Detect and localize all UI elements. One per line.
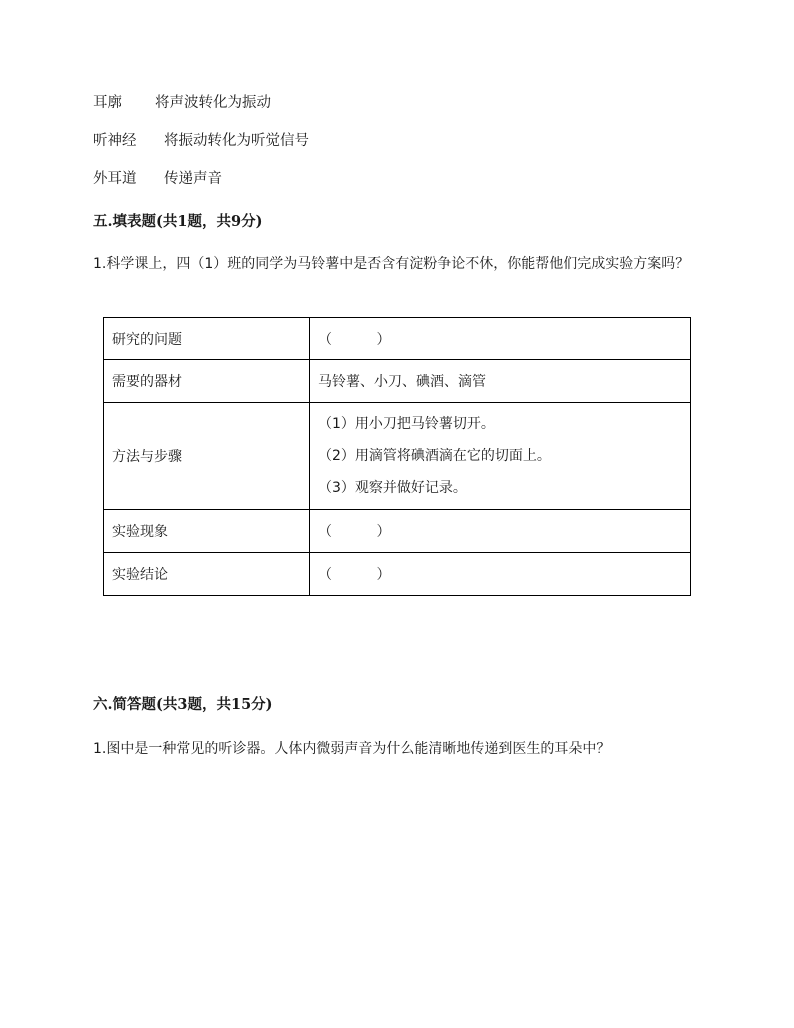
matching-term: 外耳道	[93, 171, 137, 187]
row-label: 需要的器材	[104, 360, 310, 403]
table-row	[104, 510, 691, 553]
materials-cell: 马铃薯、小刀、碘酒、滴管	[310, 360, 691, 403]
blank-parentheses: （ ）	[318, 567, 391, 583]
answer-blank[interactable]	[310, 553, 691, 596]
step-item: （3）观察并做好记录。	[318, 480, 467, 496]
matching-definition: 传递声音	[164, 171, 222, 187]
step-item: （2）用滴管将碘酒滴在它的切面上。	[318, 448, 551, 464]
table-row	[104, 318, 691, 360]
row-label: 实验结论	[104, 553, 310, 596]
matching-term: 听神经	[93, 133, 137, 149]
matching-item-1	[93, 93, 271, 113]
table-row	[104, 360, 691, 403]
blank-parentheses: （ ）	[318, 524, 391, 540]
matching-definition: 将振动转化为听觉信号	[164, 133, 309, 149]
section-title-short-answer: 六.简答题(共3题，共15分)	[93, 696, 273, 713]
matching-definition: 将声波转化为振动	[155, 95, 271, 111]
table-row	[104, 553, 691, 596]
step-item: （1）用小刀把马铃薯切开。	[318, 416, 495, 432]
question-text: 1.科学课上，四（1）班的同学为马铃薯中是否含有淀粉争论不休，你能帮他们完成实验方案吗？	[93, 256, 690, 272]
question-text: 1.图中是一种常见的听诊器。人体内微弱声音为什么能清晰地传递到医生的耳朵中？	[93, 741, 611, 757]
row-label: 研究的问题	[104, 318, 310, 360]
section-title-fill-table: 五.填表题(共1题，共9分)	[93, 213, 263, 230]
answer-blank[interactable]	[310, 510, 691, 553]
matching-item-3	[93, 169, 222, 189]
matching-term: 耳廓	[93, 95, 122, 111]
row-label: 方法与步骤	[104, 403, 310, 510]
matching-item-2	[93, 131, 309, 151]
row-label: 实验现象	[104, 510, 310, 553]
experiment-table	[103, 317, 691, 596]
answer-blank[interactable]	[310, 318, 691, 360]
table-row	[104, 403, 691, 510]
blank-parentheses: （ ）	[318, 331, 391, 348]
steps-cell	[310, 403, 691, 510]
